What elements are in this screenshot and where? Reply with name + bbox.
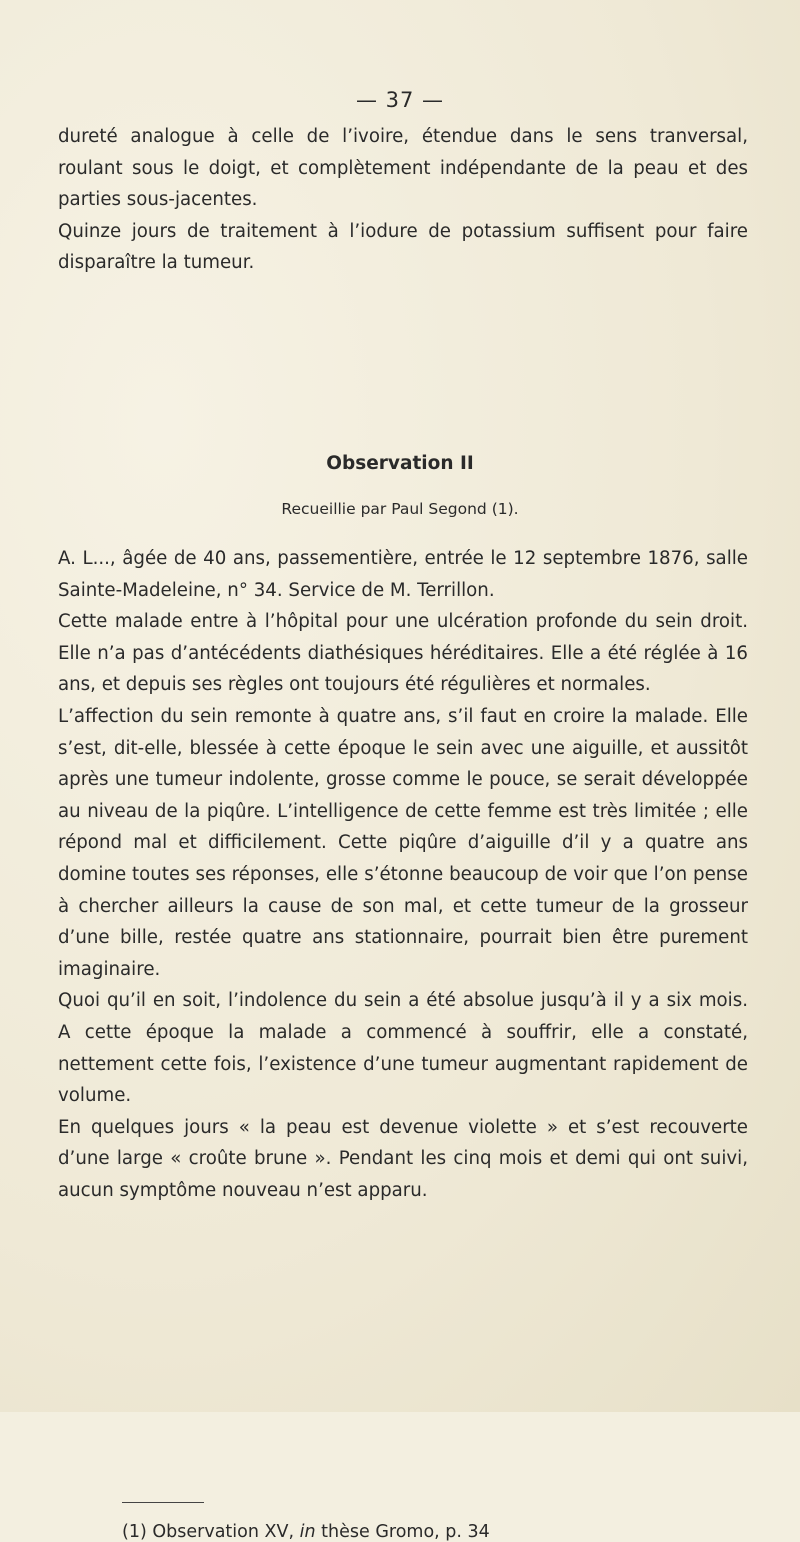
footnote xyxy=(122,1522,490,1542)
footnote-divider xyxy=(122,1502,204,1503)
observation-title: Observation II xyxy=(326,453,474,474)
paragraph: Quinze jours de traitement à l’iodure de potassium suffisent pour faire disparaître la tumeur. xyxy=(58,220,748,274)
footnote-italic: in xyxy=(299,1522,316,1542)
footnote-marker: (1) xyxy=(122,1522,147,1542)
paragraph: A. L..., âgée de 40 ans, passementière, entrée le 12 septembre 1876, salle Sainte-Madeleine, n° 34. Service de M. Terrillon. xyxy=(58,548,748,601)
paragraph: L’affection du sein remonte à quatre ans, s’il faut en croire la malade. Elle s’est, dit-elle, blessée à cette époque le sein avec une aiguille, et aussitôt après une tumeur indolente, grosse comme le pouce, se serait développée au niveau de la piqûre. L’intelligence de cette femme est très limitée ; elle répond mal et difficilement. Cette piqûre d’aiguille d’il y a quatre ans domine toutes ses réponses, elle s’étonne beaucoup de voir que l’on pense à chercher ailleurs la cause de son mal, et cette tumeur de la grosseur d’une bille, restée quatre ans stationnaire, pourrait bien être purement imaginaire. xyxy=(58,705,748,980)
footnote-text: Observation XV, xyxy=(152,1522,295,1542)
observation-subtitle: Recueillie par Paul Segond (1). xyxy=(281,500,519,518)
observation-body xyxy=(58,543,748,1206)
paragraph: Quoi qu’il en soit, l’indolence du sein a été absolue jusqu’à il y a six mois. A cette époque la malade a commencé à souffrir, elle a constaté, nettement cette fois, l’existence d’une tumeur augmentant rapidement de volume. xyxy=(58,990,748,1107)
footnote-text-end: thèse Gromo, p. 34 xyxy=(321,1522,490,1542)
paragraph: dureté analogue à celle de l’ivoire, étendue dans le sens tranversal, roulant sous le doigt, et complètement indépendante de la peau et des parties sous-jacentes. xyxy=(58,126,748,211)
paragraph: Cette malade entre à l’hôpital pour une ulcération profonde du sein droit. Elle n’a pas d’antécédents diathésiques héréditaires. Elle a été réglée à 16 ans, et depuis ses règles ont toujours été régulières et normales. xyxy=(58,611,748,696)
paragraph: En quelques jours « la peau est devenue violette » et s’est recouverte d’une large « croûte brune ». Pendant les cinq mois et demi qui ont suivi, aucun symptôme nouveau n’est apparu. xyxy=(58,1116,748,1201)
page-number: — 37 — xyxy=(355,88,445,112)
intro-text xyxy=(58,121,748,279)
